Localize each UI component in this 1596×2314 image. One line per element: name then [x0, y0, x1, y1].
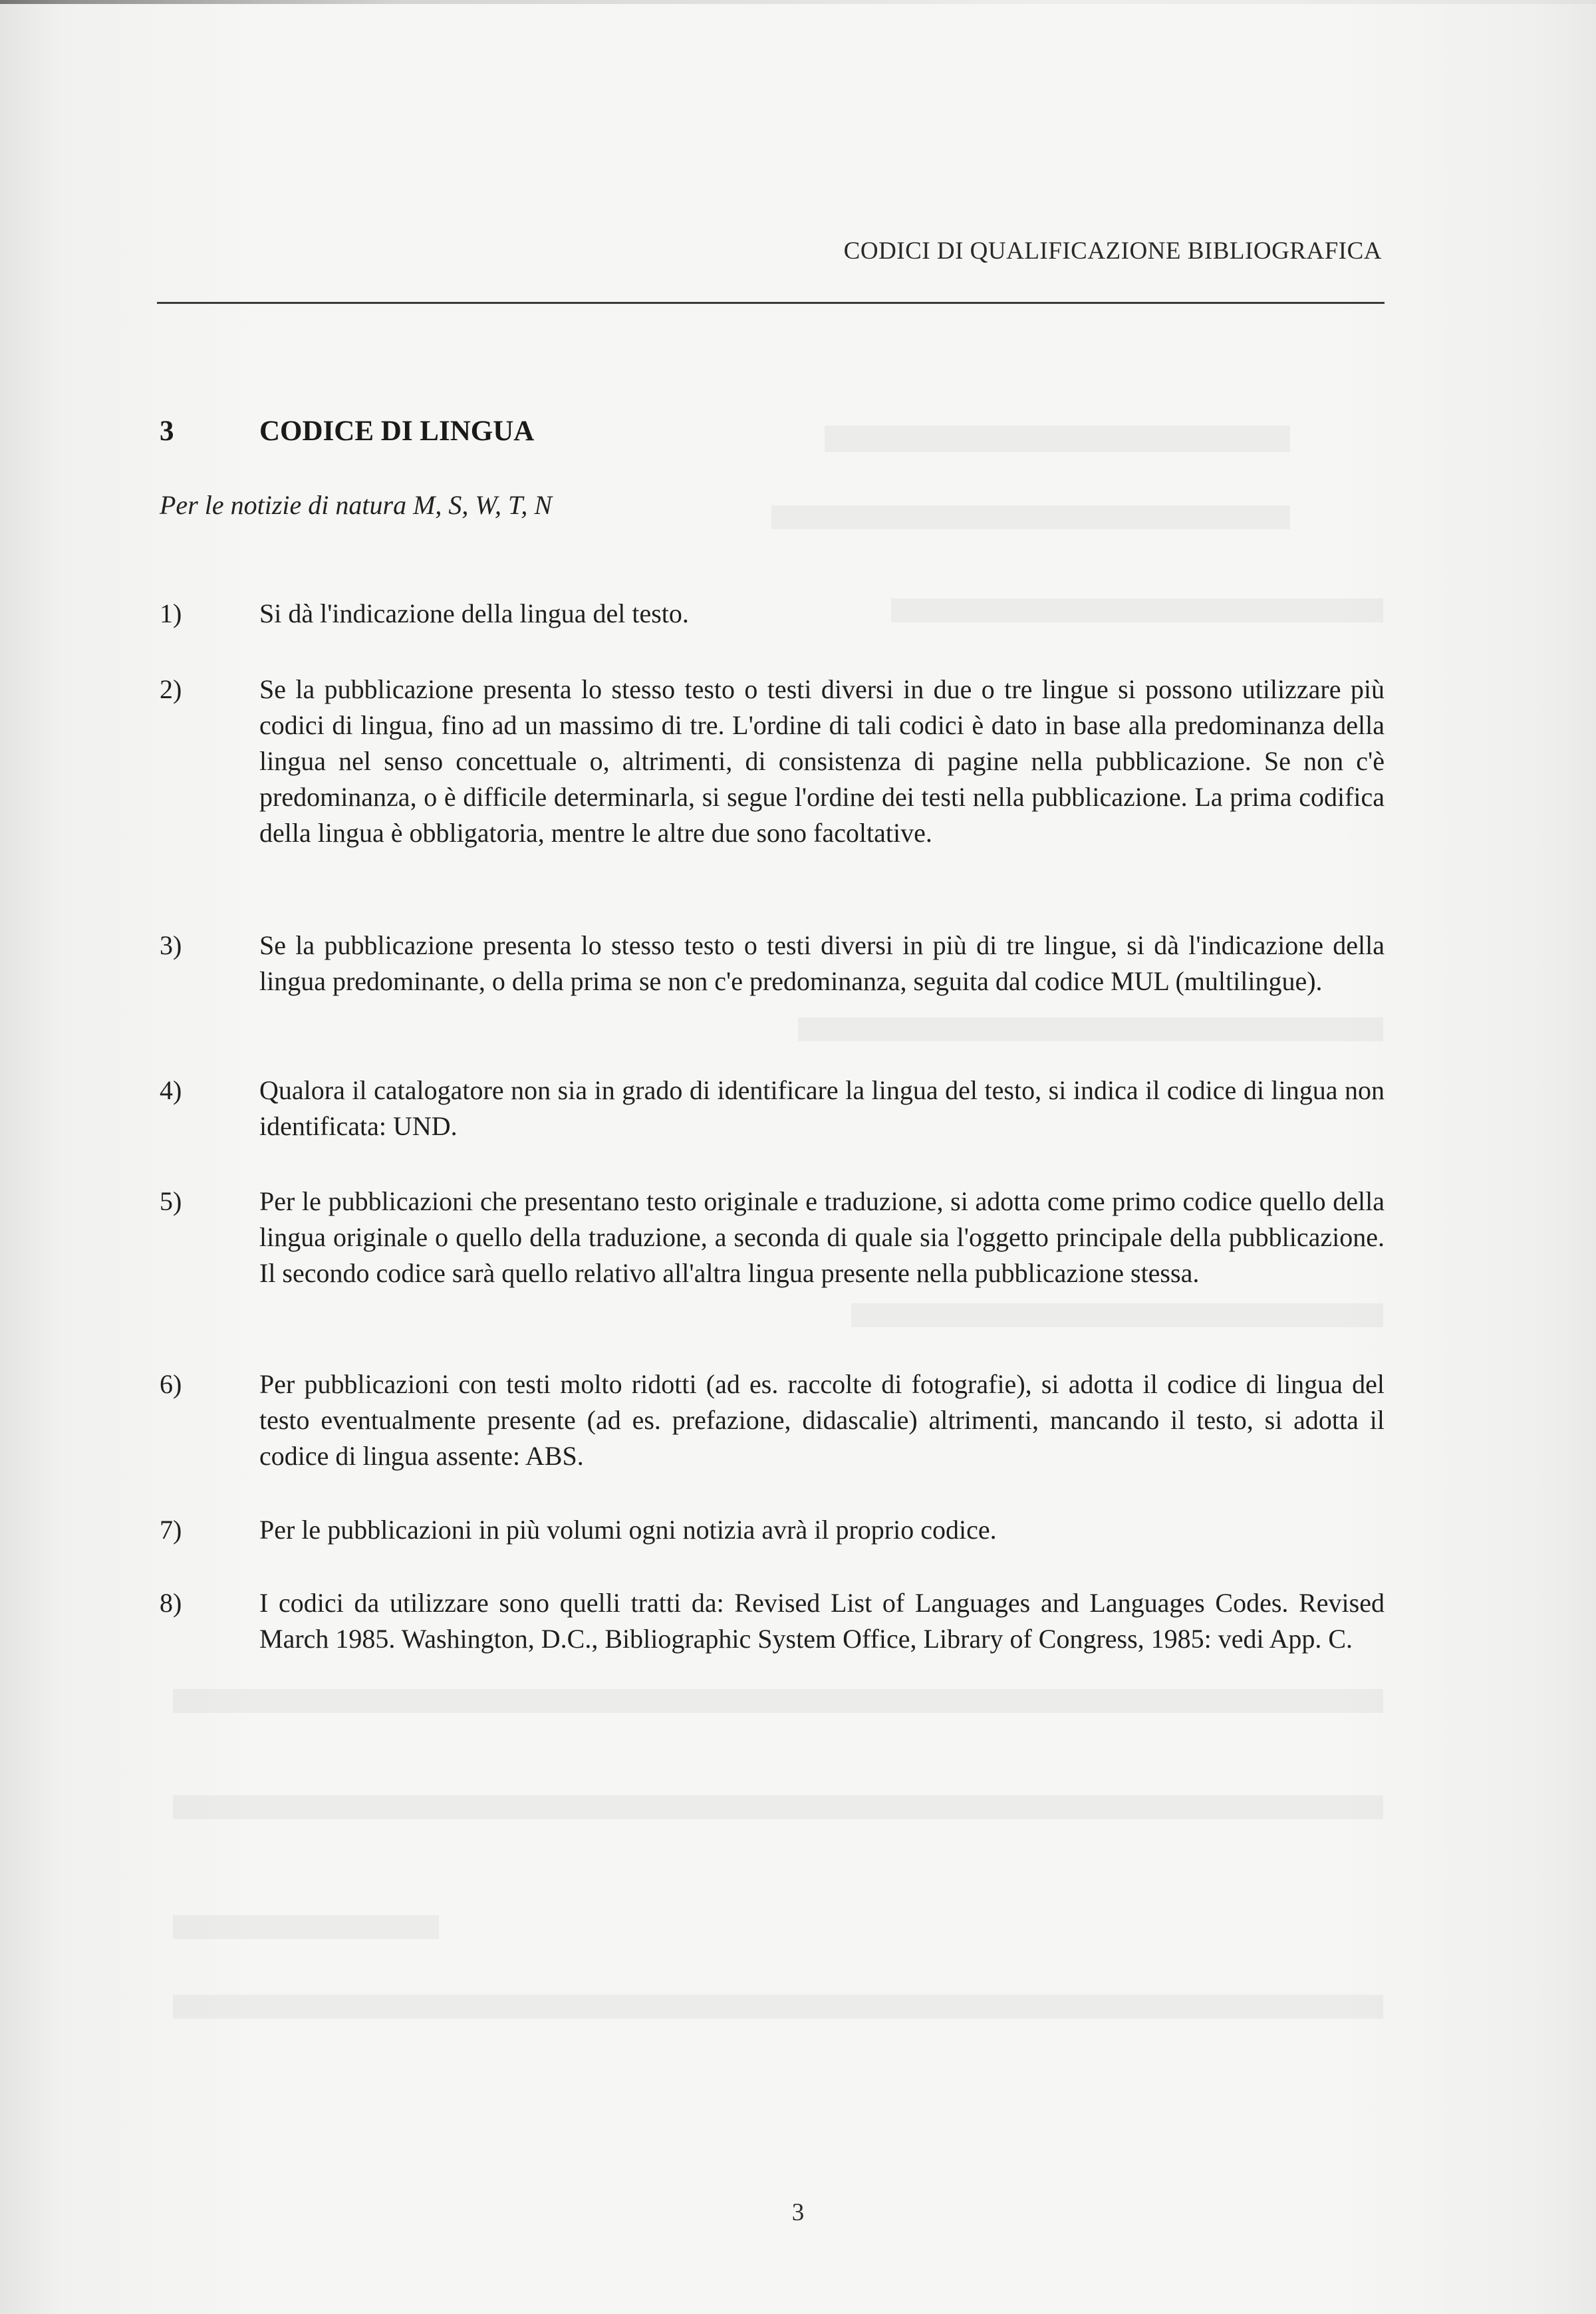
list-item-text: Qualora il catalogatore non sia in grado di identificare la lingua del testo, si indica il codice di lingua non identificata: UND. [259, 1075, 1385, 1141]
scan-edge-shadow [0, 0, 1596, 4]
list-item-text: Se la pubblicazione presenta lo stesso testo o testi diversi in più di tre lingue, si dà l'indicazione della lingua predominante, o della prima se non c'e predominanza, seguita dal codice MUL (multilingue). [259, 930, 1385, 996]
section-title: CODICE DI LINGUA [259, 416, 535, 447]
list-item-number: 1) [160, 598, 182, 628]
list-item-text: Per le pubblicazioni in più volumi ogni notizia avrà il proprio codice. [259, 1515, 997, 1545]
header-divider [157, 302, 1385, 304]
page-number: 3 [791, 2199, 805, 2226]
list-item-text: Per pubblicazioni con testi molto ridotti (ad es. raccolte di fotografie), si adotta il codice di lingua del testo eventualmente presente (ad es. prefazione, didascalie) altrimenti, mancando il testo, si adotta il codice di lingua assente: ABS. [259, 1369, 1385, 1471]
show-through-decoration [173, 1995, 1383, 2019]
list-item-text: Se la pubblicazione presenta lo stesso testo o testi diversi in due o tre lingue si possono utilizzare più codici di lingua, fino ad un massimo di tre. L'ordine di tali codici è dato in base alla predominanza della lingua nel senso concettuale o, altrimenti, di consistenza di pagine nella pubblicazione. Se non c'è predominanza, o è difficile determinarla, si segue l'ordine dei testi nella pubblicazione. La prima codifica della lingua è obbligatoria, mentre le altre due sono facoltative. [259, 674, 1385, 848]
list-item-number: 5) [160, 1186, 182, 1216]
list-item-number: 7) [160, 1515, 182, 1545]
running-header: CODICI DI QUALIFICAZIONE BIBLIOGRAFICA [843, 237, 1382, 265]
show-through-decoration [798, 1017, 1383, 1041]
list-item-number: 3) [160, 930, 182, 960]
list-item-text: Si dà l'indicazione della lingua del testo. [259, 598, 689, 628]
list-item-number: 6) [160, 1369, 182, 1399]
show-through-decoration [173, 1689, 1383, 1713]
show-through-decoration [851, 1303, 1383, 1327]
show-through-decoration [173, 1915, 439, 1939]
section-number: 3 [160, 416, 174, 447]
list-item-text: Per le pubblicazioni che presentano testo originale e traduzione, si adotta come primo codice quello della lingua originale o quello della traduzione, a seconda di quale sia l'oggetto principale della pubblicazione. Il secondo codice sarà quello relativo all'altra lingua presente nella pubblicazione stessa. [259, 1186, 1385, 1288]
list-item-number: 4) [160, 1075, 182, 1105]
show-through-decoration [825, 426, 1290, 452]
list-item-number: 8) [160, 1588, 182, 1618]
section-subtitle: Per le notizie di natura M, S, W, T, N [160, 490, 552, 520]
list-item-number: 2) [160, 674, 182, 704]
show-through-decoration [173, 1795, 1383, 1819]
list-item-text: I codici da utilizzare sono quelli tratti da: Revised List of Languages and Languages Codes. Revised March 1985. Washington, D.C., Bibliographic System Office, Library of Congress, 1985: vedi App. C. [259, 1588, 1385, 1654]
show-through-decoration [771, 505, 1290, 529]
